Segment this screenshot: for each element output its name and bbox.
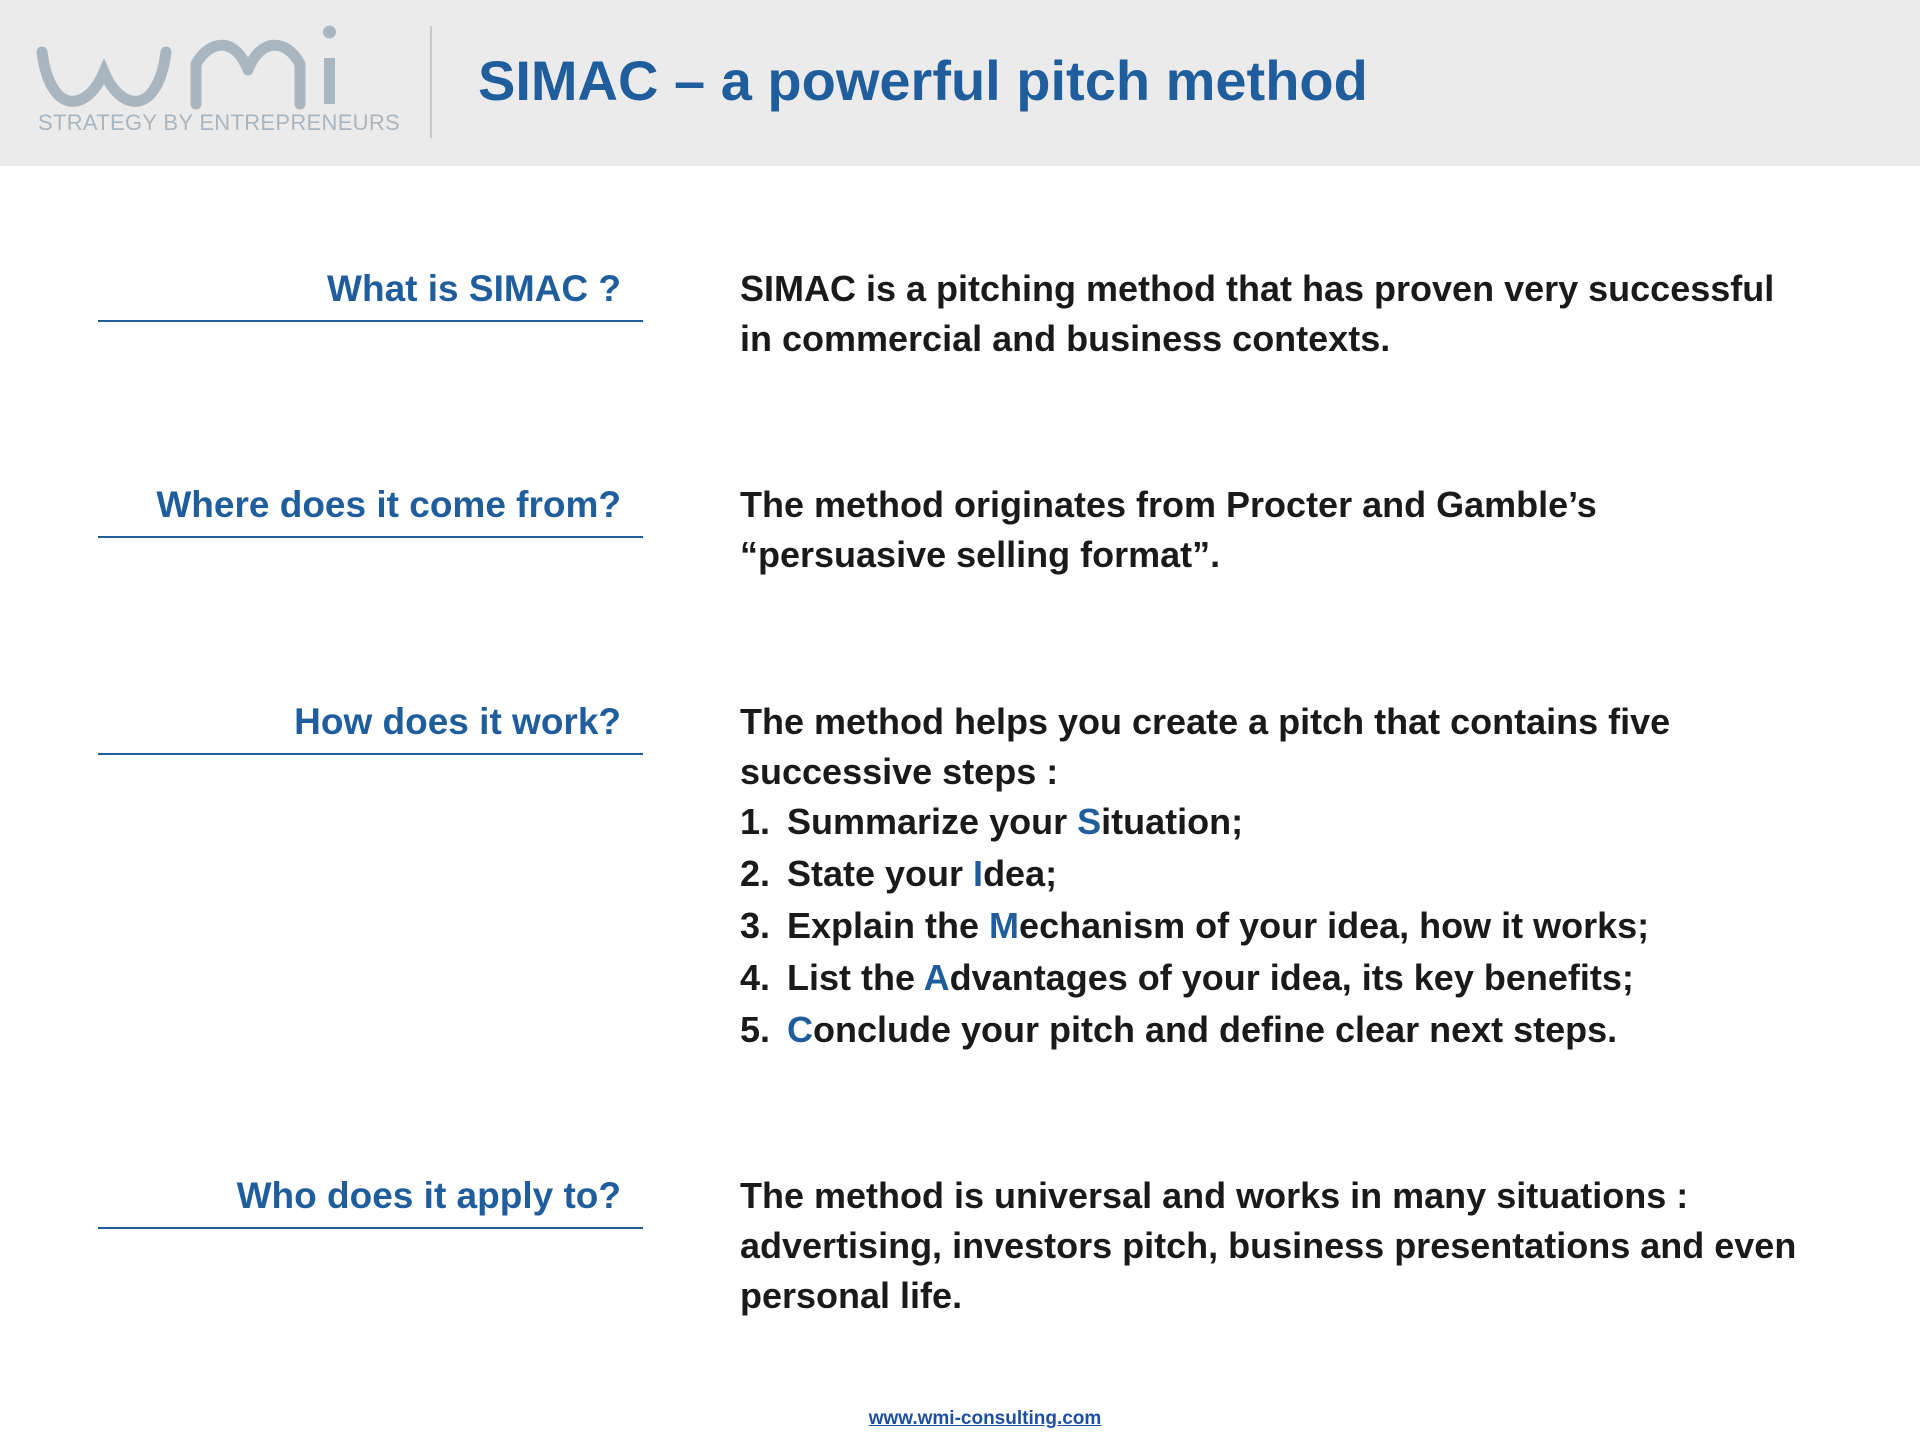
wmi-logo [36, 22, 401, 142]
step-text-before: State your [787, 853, 974, 894]
step-number: 1. [740, 801, 771, 842]
step-highlight-letter: I [973, 853, 984, 894]
section-label-underline [98, 697, 643, 755]
header-bar [0, 0, 1920, 166]
step-text-after: onclude your pitch and define clear next steps. [813, 1009, 1618, 1050]
section-paragraph: The method originates from Procter and Gamble’s “persuasive selling format”. [740, 484, 1597, 575]
section-paragraph: The method helps you create a pitch that contains five successive steps : [740, 701, 1671, 792]
step-highlight-letter: A [923, 957, 950, 998]
section-body [740, 697, 1800, 1057]
section-label: What is SIMAC ? [327, 268, 621, 309]
steps-list [740, 797, 1800, 1057]
step-text-before: Summarize your [787, 801, 1078, 842]
wmi-logo-mark [36, 22, 376, 112]
section-label: Where does it come from? [156, 484, 621, 525]
step-item [740, 901, 1800, 953]
step-text-after: dea; [983, 853, 1058, 894]
logo-tagline: STRATEGY BY ENTREPRENEURS [38, 110, 401, 135]
section-body [740, 1171, 1800, 1321]
step-number: 3. [740, 905, 771, 946]
section-label-underline [98, 264, 643, 322]
step-item [740, 797, 1800, 849]
step-number: 5. [740, 1009, 771, 1050]
step-highlight-letter: S [1077, 801, 1102, 842]
step-highlight-letter: C [787, 1009, 813, 1050]
step-text-after: echanism of your idea, how it works; [1019, 905, 1650, 946]
step-text-before: List the [787, 957, 924, 998]
section-paragraph: SIMAC is a pitching method that has proven very successful in commercial and business contexts. [740, 268, 1775, 359]
section-label: Who does it apply to? [236, 1175, 621, 1216]
section-label-underline [98, 1171, 643, 1229]
step-item [740, 1005, 1800, 1057]
step-item [740, 953, 1800, 1005]
header-divider [430, 26, 432, 138]
step-number: 2. [740, 853, 771, 894]
section-body [740, 264, 1800, 364]
section-label: How does it work? [294, 701, 621, 742]
section-body [740, 480, 1800, 580]
step-text-after: dvantages of your idea, its key benefits; [949, 957, 1634, 998]
step-item [740, 849, 1800, 901]
section-label-underline [98, 480, 643, 538]
step-highlight-letter: M [989, 905, 1020, 946]
step-text-after: ituation; [1101, 801, 1244, 842]
step-text-before: Explain the [787, 905, 990, 946]
page-title: SIMAC – a powerful pitch method [478, 49, 1368, 112]
footer-website-link[interactable]: www.wmi-consulting.com [868, 1408, 1102, 1429]
step-number: 4. [740, 957, 771, 998]
section-paragraph: The method is universal and works in many situations : advertising, investors pitch, business presentations and even personal life. [740, 1175, 1797, 1316]
